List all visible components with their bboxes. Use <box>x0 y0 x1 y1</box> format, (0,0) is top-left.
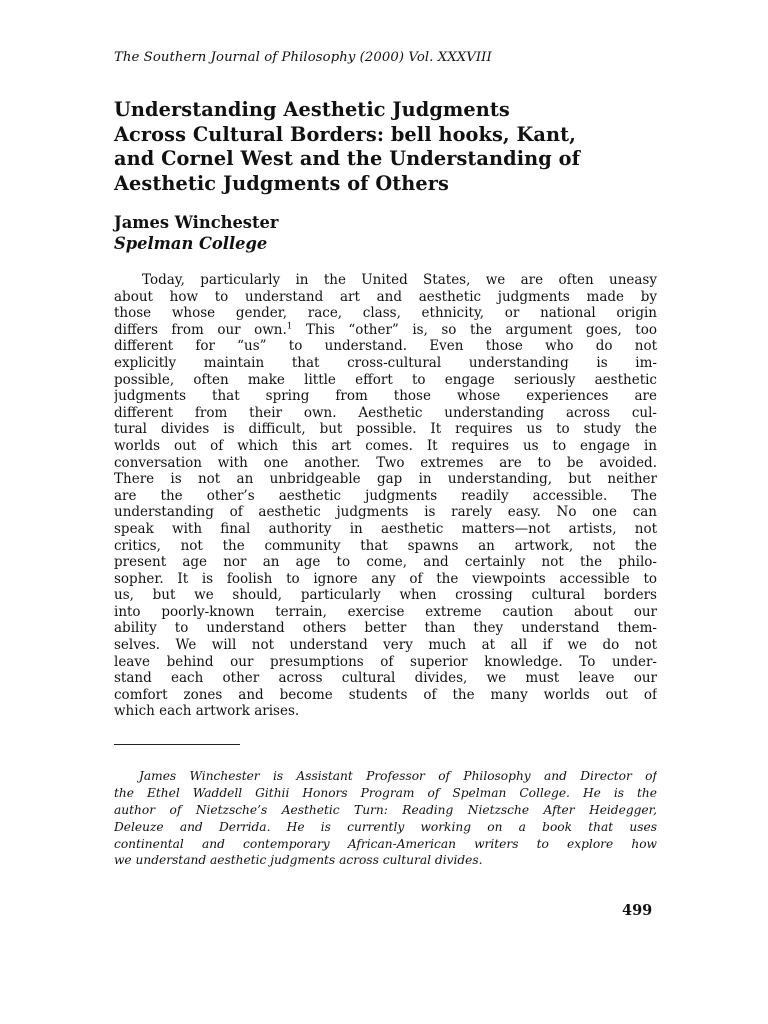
footnote-line: author of Nietzsche’s Aesthetic Turn: Reading Nietzsche After Heidegger, <box>114 802 657 817</box>
footnote-rule <box>114 744 240 745</box>
footnote-line: we understand aesthetic judgments across cultural divides. <box>114 853 483 868</box>
body-line: are the other’s aesthetic judgments readily accessible. The <box>114 487 657 504</box>
body-line: conversation with one another. Two extremes are to be avoided. <box>114 454 657 471</box>
body-line: us, but we should, particularly when crossing cultural borders <box>114 587 657 604</box>
author-affiliation: Spelman College <box>114 234 268 253</box>
body-line: critics, not the community that spawns an artwork, not the <box>114 537 657 554</box>
body-line: sopher. It is foolish to ignore any of the viewpoints accessible to <box>114 570 657 587</box>
body-line-start: differs from our own. <box>114 321 287 338</box>
body-line: possible, often make little effort to engage seriously aesthetic <box>114 371 657 388</box>
body-line: ability to understand others better than they understand them- <box>114 620 657 637</box>
article-title <box>114 98 674 196</box>
author-name: James Winchester <box>114 213 279 232</box>
body-line: judgments that spring from those whose experiences are <box>114 388 657 405</box>
footnote-marker: 1 <box>286 321 293 332</box>
body-line: into poorly-known terrain, exercise extreme caution about our <box>114 603 657 620</box>
body-line: comfort zones and become students of the many worlds out of <box>114 686 657 703</box>
body-line: those whose gender, race, class, ethnicity, or national origin <box>114 305 657 322</box>
body-line: different for “us” to understand. Even those who do not <box>114 338 657 355</box>
body-line: explicitly maintain that cross-cultural understanding is im- <box>114 354 657 371</box>
running-head: The Southern Journal of Philosophy (2000) Vol. XXXVIII <box>114 50 492 65</box>
body-line: leave behind our presumptions of superior knowledge. To under- <box>114 653 657 670</box>
body-line: about how to understand art and aesthetic judgments made by <box>114 288 657 305</box>
title-line: and Cornel West and the Understanding of <box>114 147 581 171</box>
body-line: tural divides is difficult, but possible. It requires us to study the <box>114 421 657 438</box>
footnote-line: continental and contemporary African-American writers to explore how <box>114 836 657 851</box>
title-line: Aesthetic Judgments of Others <box>114 171 449 195</box>
body-line: worlds out of which this art comes. It requires us to engage in <box>114 437 657 454</box>
body-line-rest: This “other” is, so the argument goes, too <box>292 321 657 338</box>
footnote-line: the Ethel Waddell Githii Honors Program of Spelman College. He is the <box>114 785 657 800</box>
author-footnote <box>114 768 657 869</box>
footnote-line: James Winchester is Assistant Professor of Philosophy and Director of <box>139 769 657 783</box>
title-line: Understanding Aesthetic Judgments <box>114 98 510 121</box>
body-line: present age nor an age to come, and certainly not the philo- <box>114 554 657 571</box>
body-line-with-footnote <box>114 322 657 339</box>
body-line: different from their own. Aesthetic understanding across cul- <box>114 404 657 421</box>
page-number: 499 <box>622 902 653 919</box>
body-line: selves. We will not understand very much at all if we do not <box>114 637 657 654</box>
body-line: Today, particularly in the United States, we are often uneasy <box>142 272 657 288</box>
body-line: speak with final authority in aesthetic matters—not artists, not <box>114 520 657 537</box>
body-line: which each artwork arises. <box>114 703 300 720</box>
title-line: Across Cultural Borders: bell hooks, Kant, <box>114 122 576 146</box>
footnote-line: Deleuze and Derrida. He is currently working on a book that uses <box>114 819 657 834</box>
body-line: understanding of aesthetic judgments is rarely easy. No one can <box>114 504 657 521</box>
body-line: There is not an unbridgeable gap in understanding, but neither <box>114 471 657 488</box>
body-line: stand each other across cultural divides, we must leave our <box>114 670 657 687</box>
body-paragraph <box>114 272 657 720</box>
